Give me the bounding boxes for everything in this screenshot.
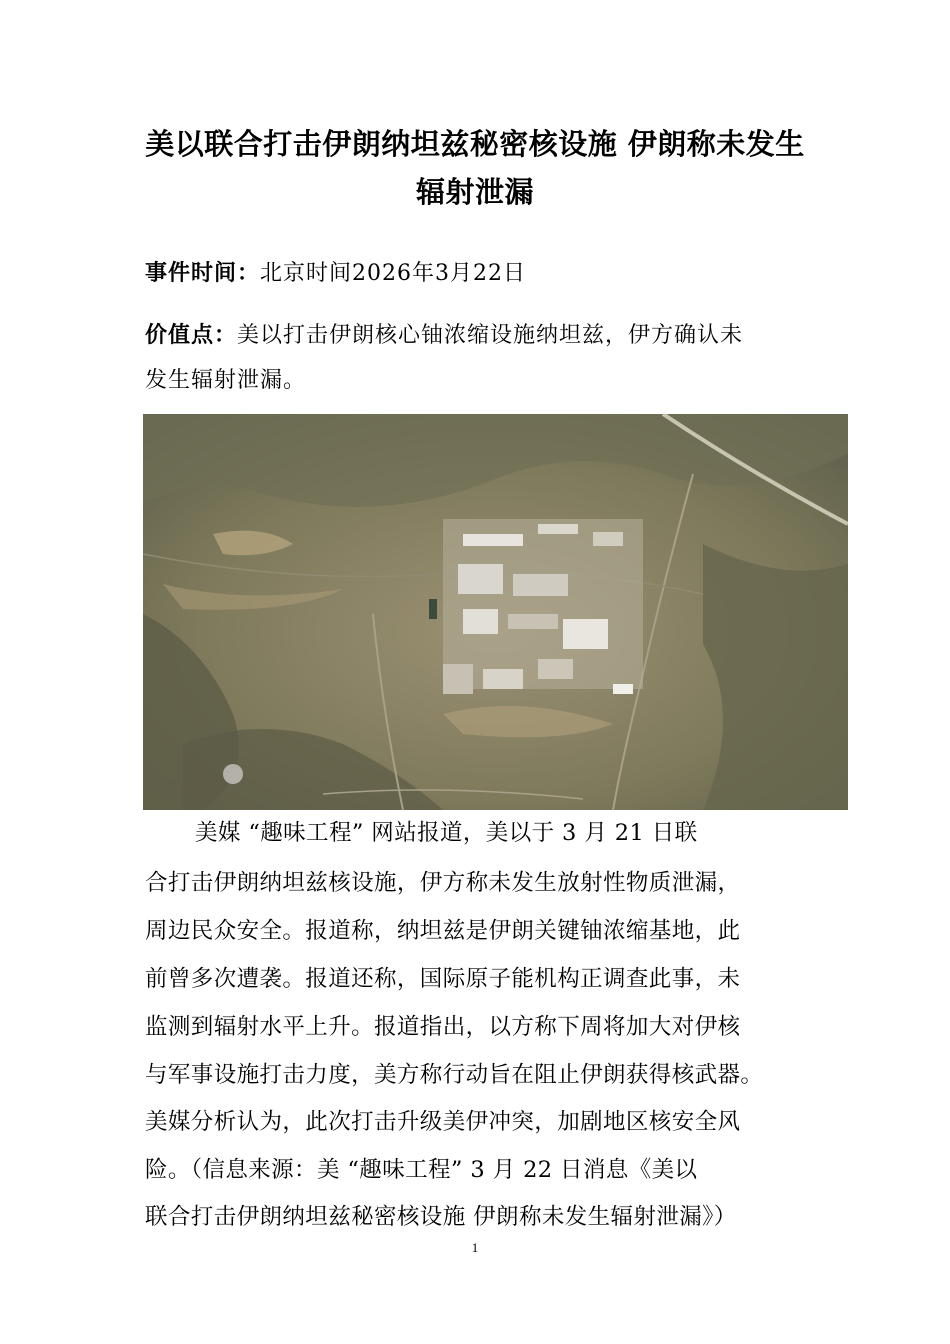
document-title-line2: 辐射泄漏 xyxy=(415,175,534,209)
body-line-6: 与军事设施打击力度，美方称行动旨在阻止伊朗获得核武器。 xyxy=(145,1062,764,1088)
event-time-label: 事件时间： xyxy=(145,261,261,286)
body-line-3: 周边民众安全。报道称，纳坦兹是伊朗关键铀浓缩基地，此 xyxy=(145,918,741,944)
document-title-line1: 美以联合打击伊朗纳坦兹秘密核设施 伊朗称未发生 xyxy=(145,127,805,161)
satellite-image-graphic xyxy=(143,414,848,810)
body-line-4: 前曾多次遭袭。报道还称，国际原子能机构正调查此事，未 xyxy=(145,966,741,992)
body-line-8: 险。（信息来源：美 “趣味工程” 3 月 22 日消息《美以 xyxy=(145,1157,698,1183)
body-line-9: 联合打击伊朗纳坦兹秘密核设施 伊朗称未发生辐射泄漏》） xyxy=(145,1204,737,1230)
event-time xyxy=(145,256,526,287)
body-line-7: 美媒分析认为，此次打击升级美伊冲突，加剧地区核安全风 xyxy=(145,1109,741,1135)
body-line-2: 合打击伊朗纳坦兹核设施，伊方称未发生放射性物质泄漏， xyxy=(145,870,741,896)
event-time-value: 北京时间2026年3月22日 xyxy=(260,261,526,286)
value-point-text-line2: 发生辐射泄漏。 xyxy=(145,368,307,393)
body-line-5: 监测到辐射水平上升。报道指出，以方称下周将加大对伊核 xyxy=(145,1014,741,1040)
value-point xyxy=(145,318,743,349)
page-number: 1 xyxy=(471,1240,479,1255)
value-point-label: 价值点： xyxy=(145,323,238,348)
body-line-1: 美媒 “趣味工程” 网站报道，美以于 3 月 21 日联 xyxy=(195,820,698,846)
value-point-text-line1: 美以打击伊朗核心铀浓缩设施纳坦兹，伊方确认未 xyxy=(237,323,744,348)
satellite-image xyxy=(143,414,848,810)
